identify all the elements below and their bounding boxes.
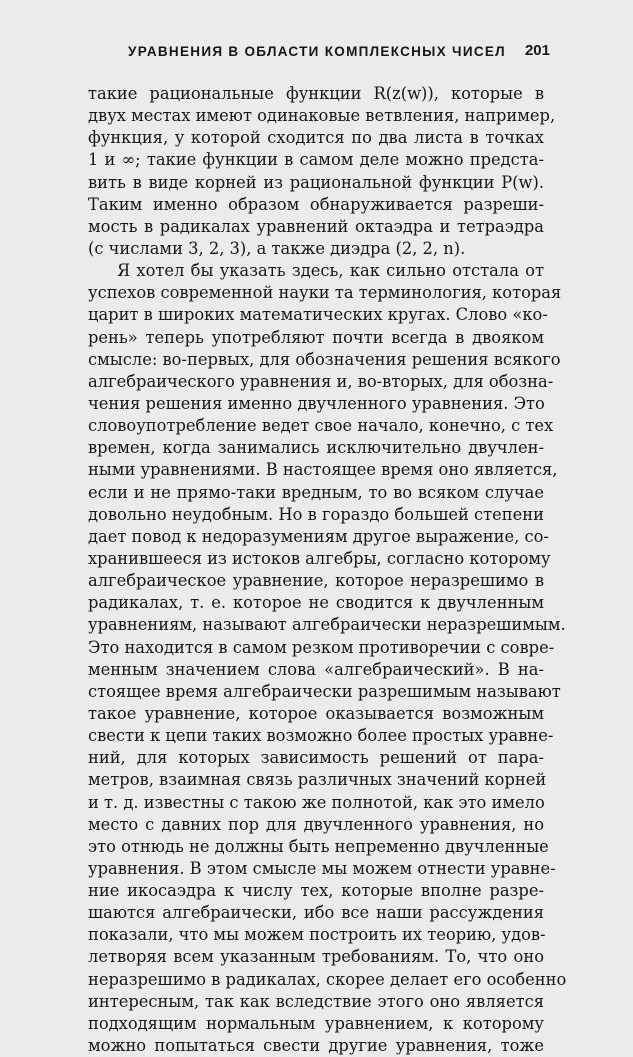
text-line: царит в широких математических кругах. Слово «ко-	[88, 305, 548, 325]
text-line: мость в радикалах уравнений октаэдра и тетраэдра	[88, 216, 544, 236]
text-line: 1 и ∞; такие функции в самом деле можно предста-	[88, 150, 544, 170]
paragraph-end-line: (с числами 3, 2, 3), а также диэдра (2, 2, n).	[88, 238, 466, 258]
text-line: радикалах, т. е. которое не сводится к двучленным	[88, 593, 544, 613]
text-line: рень» теперь употребляют почти всегда в двояком	[88, 327, 544, 347]
text-line: ние икосаэдра к числу тех, которые вполне разре-	[88, 881, 544, 901]
text-line: если и не прямо-таки вредным, то во всяком случае	[88, 482, 544, 502]
text-line: уравнениям, называют алгебраически неразрешимым.	[88, 615, 566, 635]
text-line: неразрешимо в радикалах, скорее делает его особенно	[88, 969, 567, 989]
text-line: довольно неудобным. Но в гораздо большей степени	[88, 504, 544, 524]
body-text	[88, 83, 567, 1057]
text-line: времен, когда занимались исключительно двучлен-	[88, 438, 544, 458]
text-line: и т. д. известны с такою же полнотой, как это имело	[88, 792, 545, 812]
text-line: летворяя всем указанным требованиям. То, что оно	[88, 947, 544, 967]
running-title: УРАВНЕНИЯ В ОБЛАСТИ КОМПЛЕКСНЫХ ЧИСЕЛ	[128, 44, 506, 59]
text-line: метров, взаимная связь различных значений корней	[88, 770, 547, 790]
text-line: ными уравнениями. В настоящее время оно является,	[88, 460, 558, 480]
text-line: такое уравнение, которое оказывается возможным	[88, 703, 544, 723]
text-line: шаются алгебраически, ибо все наши рассуждения	[88, 903, 544, 923]
text-line: такие рациональные функции R(z(w)), которые в	[88, 84, 544, 103]
text-line: это отнюдь не должны быть непременно двучленные	[88, 836, 549, 856]
text-line: место с давних пор для двучленного уравнения, но	[88, 814, 544, 834]
text-line: вить в виде корней из рациональной функции P(w).	[88, 172, 544, 192]
text-line: алгебраического уравнения и, во-вторых, для обозна-	[88, 371, 554, 391]
text-line: показали, что мы можем построить их теорию, удов-	[88, 925, 546, 945]
text-line: менным значением слова «алгебраический». В на-	[88, 659, 544, 679]
text-line: подходящим нормальным уравнением, к которому	[88, 1013, 544, 1033]
text-line: дает повод к недоразумениям другое выражение, со-	[88, 526, 549, 546]
text-line: ний, для которых зависимость решений от пара-	[88, 748, 544, 768]
text-line: словоупотребление ведет свое начало, конечно, с тех	[88, 416, 554, 436]
text-line: свести к цепи таких возможно более простых уравне-	[88, 726, 554, 746]
page-number: 201	[524, 42, 550, 59]
text-line: функция, у которой сходится по два листа в точках	[88, 128, 544, 148]
text-line: Это находится в самом резком противоречии с совре-	[88, 637, 555, 657]
text-line: интересным, так как вследствие этого оно является	[88, 991, 544, 1011]
text-line: Таким именно образом обнаруживается разреши-	[88, 194, 544, 214]
paragraph-first-line: Я хотел бы указать здесь, как сильно отстала от	[117, 261, 544, 281]
text-line: чения решения именно двучленного уравнения. Это	[88, 393, 545, 413]
text-line: стоящее время алгебраически разрешимым называют	[88, 681, 561, 701]
text-line: двух местах имеют одинаковые ветвления, например,	[88, 106, 556, 126]
text-line: уравнения. В этом смысле мы можем отнести уравне-	[88, 858, 556, 878]
text-line: можно попытаться свести другие уравнения, тоже	[88, 1036, 544, 1056]
text-line: хранившееся из истоков алгебры, согласно которому	[88, 548, 551, 568]
text-line: смысле: во-первых, для обозначения решения всякого	[88, 349, 561, 369]
text-line: успехов современной науки та терминология, которая	[88, 283, 562, 303]
text-line: алгебраическое уравнение, которое неразрешимо в	[88, 571, 544, 591]
